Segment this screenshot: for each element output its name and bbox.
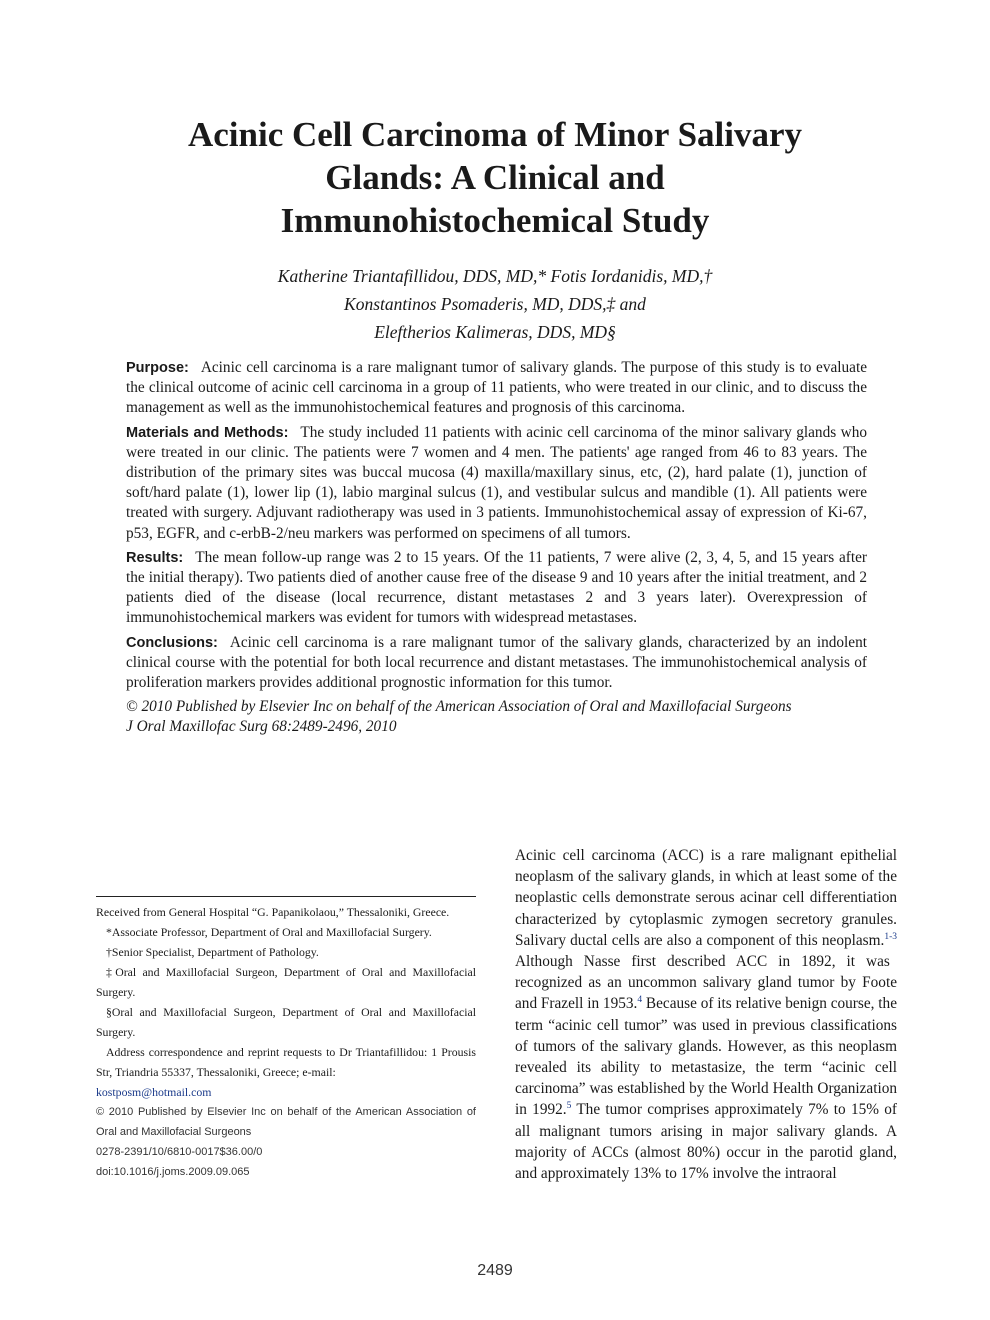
title-line: Acinic Cell Carcinoma of Minor Salivary <box>187 115 803 154</box>
methods-text: The study included 11 patients with acinic cell carcinoma of the minor salivary glands who were treated in our clinic. The patients were 7 women and 4 men. The patients' age ranged from 46 to 83 years. The distribution of the primary sites was buccal mucosa (4) maxilla/maxillary sinus, etc, (2), hard palate (1), junction of soft/hard palate (1), lower lip (1), labio marginal sulcus (1), and vestibular sulcus and mandible (1). All patients were treated with surgery. Adjuvant radiotherapy was used in 3 patients. Immunohistochemical assay of expression of Ki-67, p53, EGFR, and c-erbB-2/neu markers was performed on specimens of all tumors. <box>126 423 867 542</box>
page-number: 2489 <box>477 1262 513 1279</box>
author-list <box>110 262 880 346</box>
footnote-author-1: *Associate Professor, Department of Oral and Maxillofacial Surgery. <box>106 925 432 939</box>
abstract-conclusions <box>126 633 867 694</box>
title-line: Immunohistochemical Study <box>280 201 710 240</box>
body-text-column <box>515 845 897 1184</box>
conclusions-text: Acinic cell carcinoma is a rare malignant tumor of the salivary glands, characterized by an indolent clinical course with the potential for both local recurrence and distant metastases. The immunohistochemical analysis of proliferation markers provides additional prognostic information for this tumor. <box>126 633 867 692</box>
purpose-text: Acinic cell carcinoma is a rare malignant tumor of salivary glands. The purpose of this study is to evaluate the clinical outcome of acinic cell carcinoma in a group of 11 patients, who were treated in our clinic, and to discuss the management as well as the immunohistochemical features and prognosis of this carcinoma. <box>126 359 867 417</box>
footnote-address: Address correspondence and reprint requests to Dr Triantafillidou: 1 Prousis Str, Triandria 55337, Thessaloniki, Greece; e-mail: <box>96 1045 476 1079</box>
methods-label: Materials and Methods: <box>126 424 289 441</box>
reference-link[interactable]: 4 <box>637 995 643 1006</box>
footnote-email-line <box>96 1082 476 1102</box>
footnote-author-4: §Oral and Maxillofacial Surgeon, Department of Oral and Maxillofacial Surgery. <box>96 1005 476 1039</box>
article-title <box>110 113 880 242</box>
results-label: Results: <box>126 549 184 566</box>
footnote-copyright: © 2010 Published by Elsevier Inc on behalf of the American Association of Oral and Maxillofacial Surgeons <box>96 1106 476 1138</box>
results-text: The mean follow-up range was 2 to 15 years. Of the 11 patients, 7 were alive (2, 3, 4, 5, and 15 years after the initial therapy). Two patients died of another cause free of the disease 9 and 10 years after the initial treatment, and 2 patients died of the disease (local recurrence, distant metastases 2 and 3 years later). Overexpression of immunohistochemical markers was evident for tumors with widespread metastases. <box>126 548 867 627</box>
reference-link[interactable]: 1-3 <box>884 931 897 942</box>
title-line: Glands: A Clinical and <box>325 158 665 197</box>
footnote-received: Received from General Hospital “G. Papanikolaou,” Thessaloniki, Greece. <box>96 905 450 919</box>
journal-citation: J Oral Maxillofac Surg 68:2489-2496, 2010 <box>126 718 397 736</box>
body-text: The tumor comprises approximately 7% to 15% of all malignant tumors arising in major salivary glands. A majority of ACCs (almost 80%) occur in the parotid gland, and approximately 13% to 17% involve the intraoral <box>515 1101 897 1183</box>
abstract-purpose <box>126 358 867 419</box>
footnote-author-3: ‡Oral and Maxillofacial Surgeon, Department of Oral and Maxillofacial Surgery. <box>96 965 476 999</box>
body-text: Because of its relative benign course, the term “acinic cell tumor” was used in previous classifications of tumors of the salivary glands. However, as this neoplasm revealed its ability to metastasize, the term “acinic cell carcinoma” was established by the World Health Organization in 1992. <box>515 995 897 1119</box>
abstract <box>126 358 867 738</box>
body-paragraph <box>515 845 897 1184</box>
reference-link[interactable]: 5 <box>566 1101 572 1112</box>
body-text: Although Nasse first described ACC in 1892, it was recognized as an uncommon salivary gland tumor by Foote and Frazell in 1953. <box>515 953 897 1013</box>
author-line: Konstantinos Psomaderis, MD, DDS,‡ and <box>344 294 646 314</box>
email-link[interactable]: kostposm@hotmail.com <box>96 1085 212 1099</box>
abstract-methods <box>126 423 867 544</box>
author-line: Katherine Triantafillidou, DDS, MD,* Fotis Iordanidis, MD,† <box>277 266 713 286</box>
purpose-label: Purpose: <box>126 360 189 376</box>
abstract-copyright: © 2010 Published by Elsevier Inc on behalf of the American Association of Oral and Maxillofacial Surgeons <box>126 698 792 716</box>
footnote-doi: doi:10.1016/j.joms.2009.09.065 <box>96 1166 250 1178</box>
footnote-author-2: †Senior Specialist, Department of Pathology. <box>106 945 319 959</box>
footnotes <box>96 902 476 1182</box>
author-line: Eleftherios Kalimeras, DDS, MD§ <box>374 322 616 342</box>
body-text: Acinic cell carcinoma (ACC) is a rare malignant epithelial neoplasm of the salivary glands, in which at least some of the neoplastic cells demonstrate serous acinar cell differentiation characterized by cytoplasmic zymogen secretory granules. Salivary ductal cells are also a component of this neoplasm. <box>515 847 897 949</box>
abstract-results <box>126 548 867 629</box>
footnote-divider <box>96 896 476 897</box>
conclusions-label: Conclusions: <box>126 634 218 651</box>
footnote-issn: 0278-2391/10/6810-0017$36.00/0 <box>96 1146 263 1158</box>
